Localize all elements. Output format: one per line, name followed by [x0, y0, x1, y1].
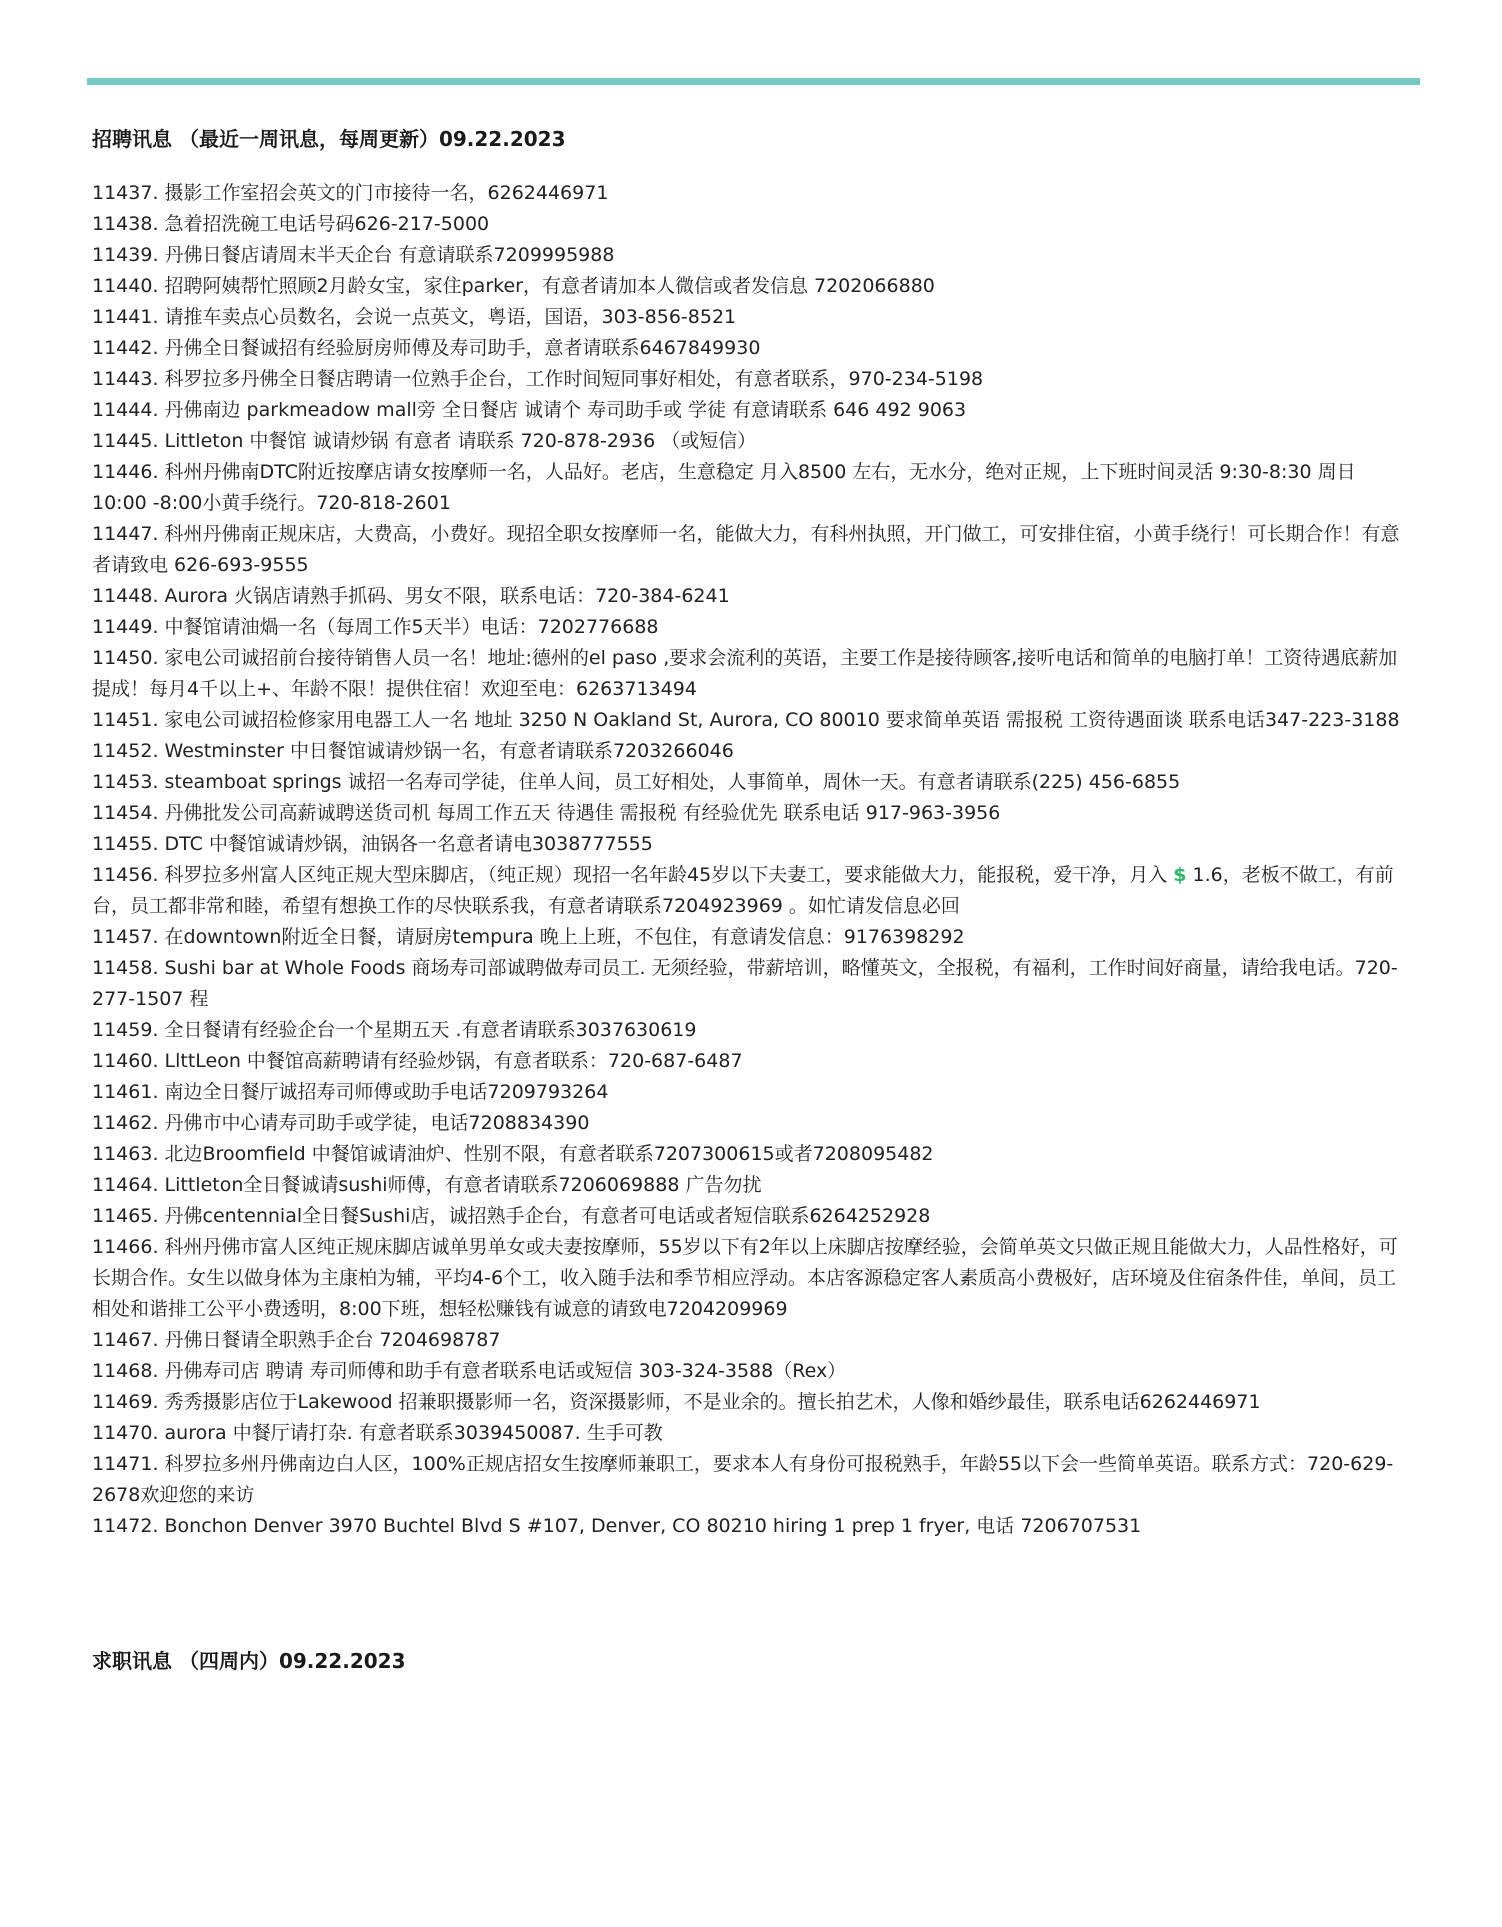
listing-item: 11462. 丹佛市中心请寿司助手或学徒，电话7208834390 — [92, 1112, 590, 1134]
listing-item: 11471. 科罗拉多州丹佛南边白人区，100%正规店招女生按摩师兼职工，要求本人有身份可报税熟手，年龄55以下会一些简单英语。联系方式：720-629-2678欢迎您的来访 — [92, 1453, 1394, 1506]
listing-item: 11459. 全日餐请有经验企台一个星期五天 .有意者请联系3037630619 — [92, 1019, 697, 1041]
listing-item: 11469. 秀秀摄影店位于Lakewood 招兼职摄影师一名，资深摄影师，不是业余的。擅长拍艺术，人像和婚纱最佳，联系电话6262446971 — [92, 1391, 1261, 1413]
listing-item: 11446. 科州丹佛南DTC附近按摩店请女按摩师一名，人品好。老店，生意稳定 月入8500 左右，无水分，绝对正规，上下班时间灵活 9:30-8:30 周日10:00 -8:00小黄手绕行。720-818-2601 — [92, 461, 1356, 514]
listing-item: 11447. 科州丹佛南正规床店，大费高，小费好。现招全职女按摩师一名，能做大力，有科州执照，开门做工，可安排住宿，小黄手绕行！可长期合作！有意者请致电 626-693-9555 — [92, 523, 1400, 576]
job-seeking-heading: 求职讯息 （四周内）09.22.2023 — [92, 1649, 406, 1673]
listing-item: 11451. 家电公司诚招检修家用电器工人一名 地址 3250 N Oakland St, Aurora, CO 80010 要求简单英语 需报税 工资待遇面谈 联系电话347-223-3188 — [92, 709, 1400, 731]
listing-item: 11439. 丹佛日餐店请周末半天企台 有意请联系7209995988 — [92, 244, 615, 266]
listing-item: 11457. 在downtown附近全日餐，请厨房tempura 晚上上班，不包住，有意请发信息：9176398292 — [92, 926, 965, 948]
listing-item: 11445. Littleton 中餐馆 诚请炒锅 有意者 请联系 720-878-2936 （或短信） — [92, 430, 757, 452]
listing-item: 11442. 丹佛全日餐诚招有经验厨房师傅及寿司助手，意者请联系6467849930 — [92, 337, 761, 359]
listing-item: 11472. Bonchon Denver 3970 Buchtel Blvd S #107, Denver, CO 80210 hiring 1 prep 1 fryer, 电话 7206707531 — [92, 1515, 1142, 1537]
listing-item: 11453. steamboat springs 诚招一名寿司学徒，住单人间，员工好相处，人事简单，周休一天。有意者请联系(225) 456-6855 — [92, 771, 1181, 793]
listing-item: 11463. 北边Broomfield 中餐馆诚请油炉、性别不限，有意者联系7207300615或者7208095482 — [92, 1143, 934, 1165]
listing-item: 11443. 科罗拉多丹佛全日餐店聘请一位熟手企台，工作时间短同事好相处，有意者联系，970-234-5198 — [92, 368, 984, 390]
listing-item: 11470. aurora 中餐厅请打杂. 有意者联系3039450087. 生手可教 — [92, 1422, 663, 1444]
listing-item: 11464. Littleton全日餐诚请sushi师傅，有意者请联系7206069888 广告勿扰 — [92, 1174, 762, 1196]
listing-item: 11468. 丹佛寿司店 聘请 寿司师傅和助手有意者联系电话或短信 303-324-3588（Rex） — [92, 1360, 847, 1382]
listing-item: 11466. 科州丹佛市富人区纯正规床脚店诚单男单女或夫妻按摩师，55岁以下有2年以上床脚店按摩经验，会简单英文只做正规且能做大力，人品性格好，可长期合作。女生以做身体为主康柏为辅，平均4-6个工，收入随手法和季节相应浮动。本店客源稳定客人素质高小费极好，店环境及住宿条件佳，单间，员工相处和谐排工公平小费透明，8:00下班，想轻松赚钱有诚意的请致电7204209969 — [92, 1236, 1398, 1320]
listing-item: 11461. 南边全日餐厅诚招寿司师傅或助手电话7209793264 — [92, 1081, 609, 1103]
listing-item: 11444. 丹佛南边 parkmeadow mall旁 全日餐店 诚请个 寿司助手或 学徒 有意请联系 646 492 9063 — [92, 399, 967, 421]
recruitment-heading: 招聘讯息 （最近一周讯息，每周更新）09.22.2023 — [92, 127, 566, 151]
listing-item: 11455. DTC 中餐馆诚请炒锅，油锅各一名意者请电3038777555 — [92, 833, 653, 855]
listing-item: 11465. 丹佛centennial全日餐Sushi店，诚招熟手企台，有意者可电话或者短信联系6264252928 — [92, 1205, 931, 1227]
listing-item: 11440. 招聘阿姨帮忙照顾2月龄女宝，家住parker，有意者请加本人微信或者发信息 7202066880 — [92, 275, 935, 297]
listing-item: 11448. Aurora 火锅店请熟手抓码、男女不限，联系电话：720-384-6241 — [92, 585, 730, 607]
listing-item: 11458. Sushi bar at Whole Foods 商场寿司部诚聘做寿司员工. 无须经验，带薪培训，略懂英文，全报税，有福利，工作时间好商量，请给我电话。720-277-1507 程 — [92, 957, 1398, 1010]
dollar-sign-icon: $ — [1173, 864, 1187, 886]
listing-item: 11456. 科罗拉多州富人区纯正规大型床脚店，（纯正规）现招一名年龄45岁以下夫妻工，要求能做大力，能报税，爱干净，月入 $ 1.6，老板不做工，有前台，员工都非常和睦，希望有想换工作的尽快联系我，有意者请联系7204923969 。如忙请发信息必回 — [92, 864, 1394, 917]
listing-item: 11454. 丹佛批发公司高薪诚聘送货司机 每周工作五天 待遇佳 需报税 有经验优先 联系电话 917-963-3956 — [92, 802, 1001, 824]
listing-item: 11438. 急着招洗碗工电话号码626-217-5000 — [92, 213, 490, 235]
listing-item: 11452. Westminster 中日餐馆诚请炒锅一名，有意者请联系7203266046 — [92, 740, 734, 762]
listing-item: 11460. LlttLeon 中餐馆高薪聘请有经验炒锅，有意者联系：720-687-6487 — [92, 1050, 743, 1072]
listing-item: 11467. 丹佛日餐请全职熟手企台 7204698787 — [92, 1329, 501, 1351]
listing-item: 11449. 中餐馆请油煱一名（每周工作5天半）电话：7202776688 — [92, 616, 659, 638]
top-divider — [87, 78, 1420, 85]
listing-item: 11450. 家电公司诚招前台接待销售人员一名！地址:德州的el paso ,要求会流利的英语，主要工作是接待顾客,接听电话和简单的电脑打单！工资待遇底薪加提成！每月4千以上+、年龄不限！提供住宿！欢迎至电：6263713494 — [92, 647, 1398, 700]
recruitment-list — [92, 178, 1410, 1542]
listing-item: 11441. 请推车卖点心员数名，会说一点英文，粤语，国语，303-856-8521 — [92, 306, 737, 328]
listing-item: 11437. 摄影工作室招会英文的门市接待一名，6262446971 — [92, 182, 609, 204]
